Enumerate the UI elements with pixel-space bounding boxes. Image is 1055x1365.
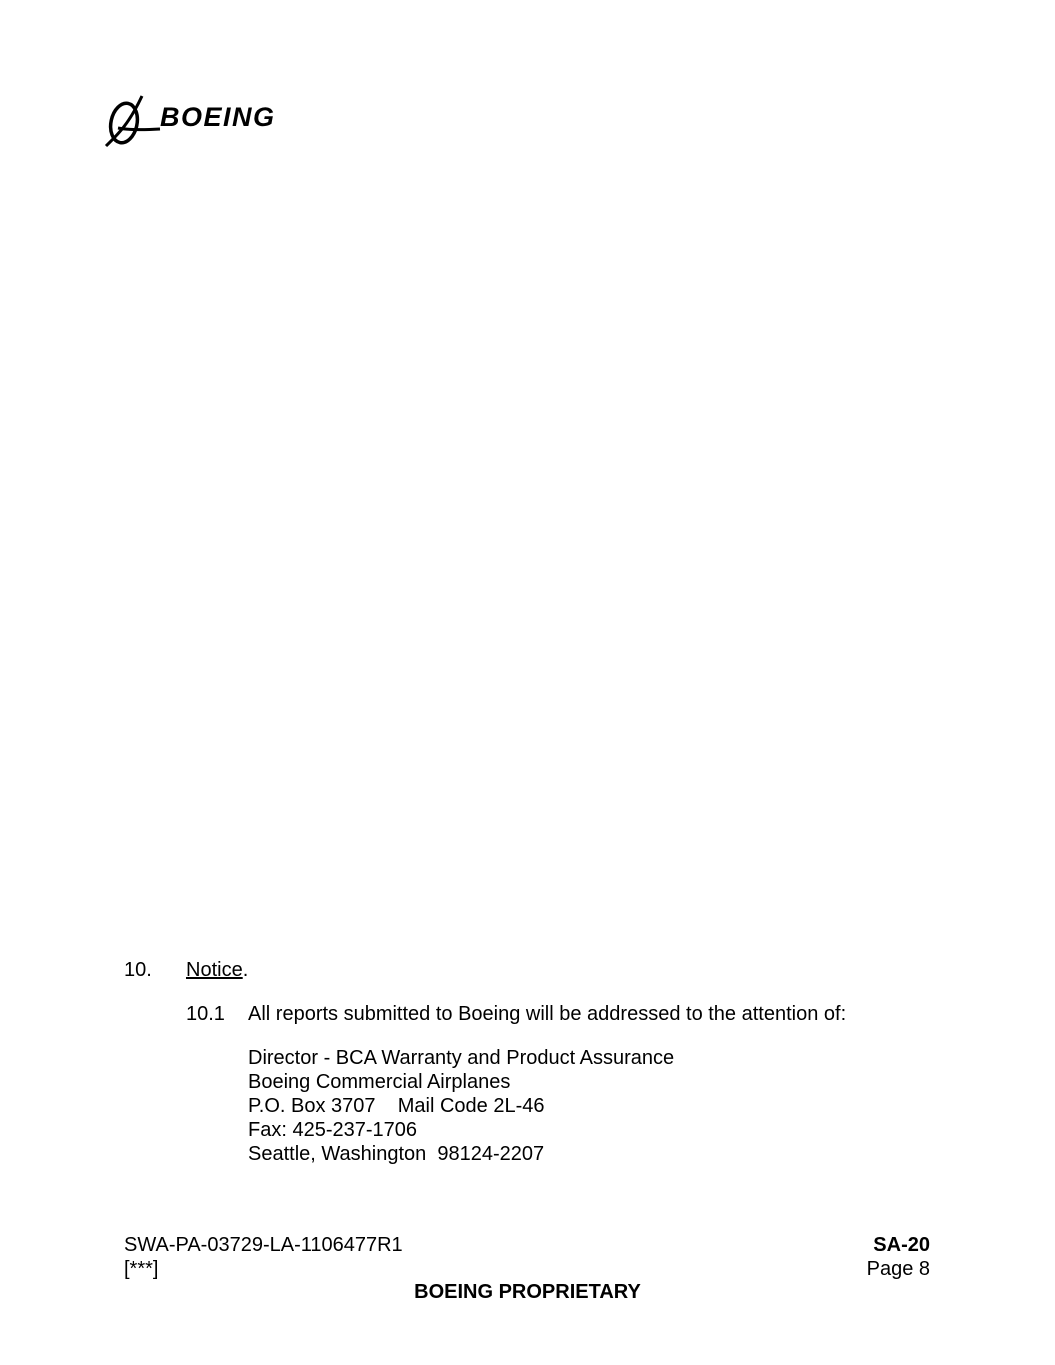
- section-number: 10.: [124, 959, 152, 981]
- footer-sa-number: SA-20: [873, 1234, 930, 1256]
- address-line: P.O. Box 3707 Mail Code 2L-46: [248, 1095, 545, 1117]
- address-line: Director - BCA Warranty and Product Assurance: [248, 1047, 675, 1069]
- subsection-number: 10.1: [186, 1003, 225, 1025]
- footer-proprietary: BOEING PROPRIETARY: [414, 1281, 641, 1303]
- footer-page-number: Page 8: [866, 1258, 930, 1280]
- section-heading: Notice: [186, 959, 243, 981]
- address-line: Boeing Commercial Airplanes: [248, 1071, 511, 1093]
- boeing-logo: [104, 92, 332, 150]
- svg-text:BOEING: BOEING: [160, 102, 276, 132]
- section-heading-line: [186, 958, 248, 982]
- footer-doc-id: SWA-PA-03729-LA-1106477R1: [124, 1234, 403, 1256]
- address-line: Seattle, Washington 98124-2207: [248, 1143, 545, 1165]
- section-heading-punct: .: [242, 959, 249, 981]
- address-line: Fax: 425-237-1706: [248, 1119, 418, 1141]
- footer-redaction: [***]: [124, 1258, 159, 1280]
- subsection-text: All reports submitted to Boeing will be addressed to the attention of:: [248, 1003, 847, 1025]
